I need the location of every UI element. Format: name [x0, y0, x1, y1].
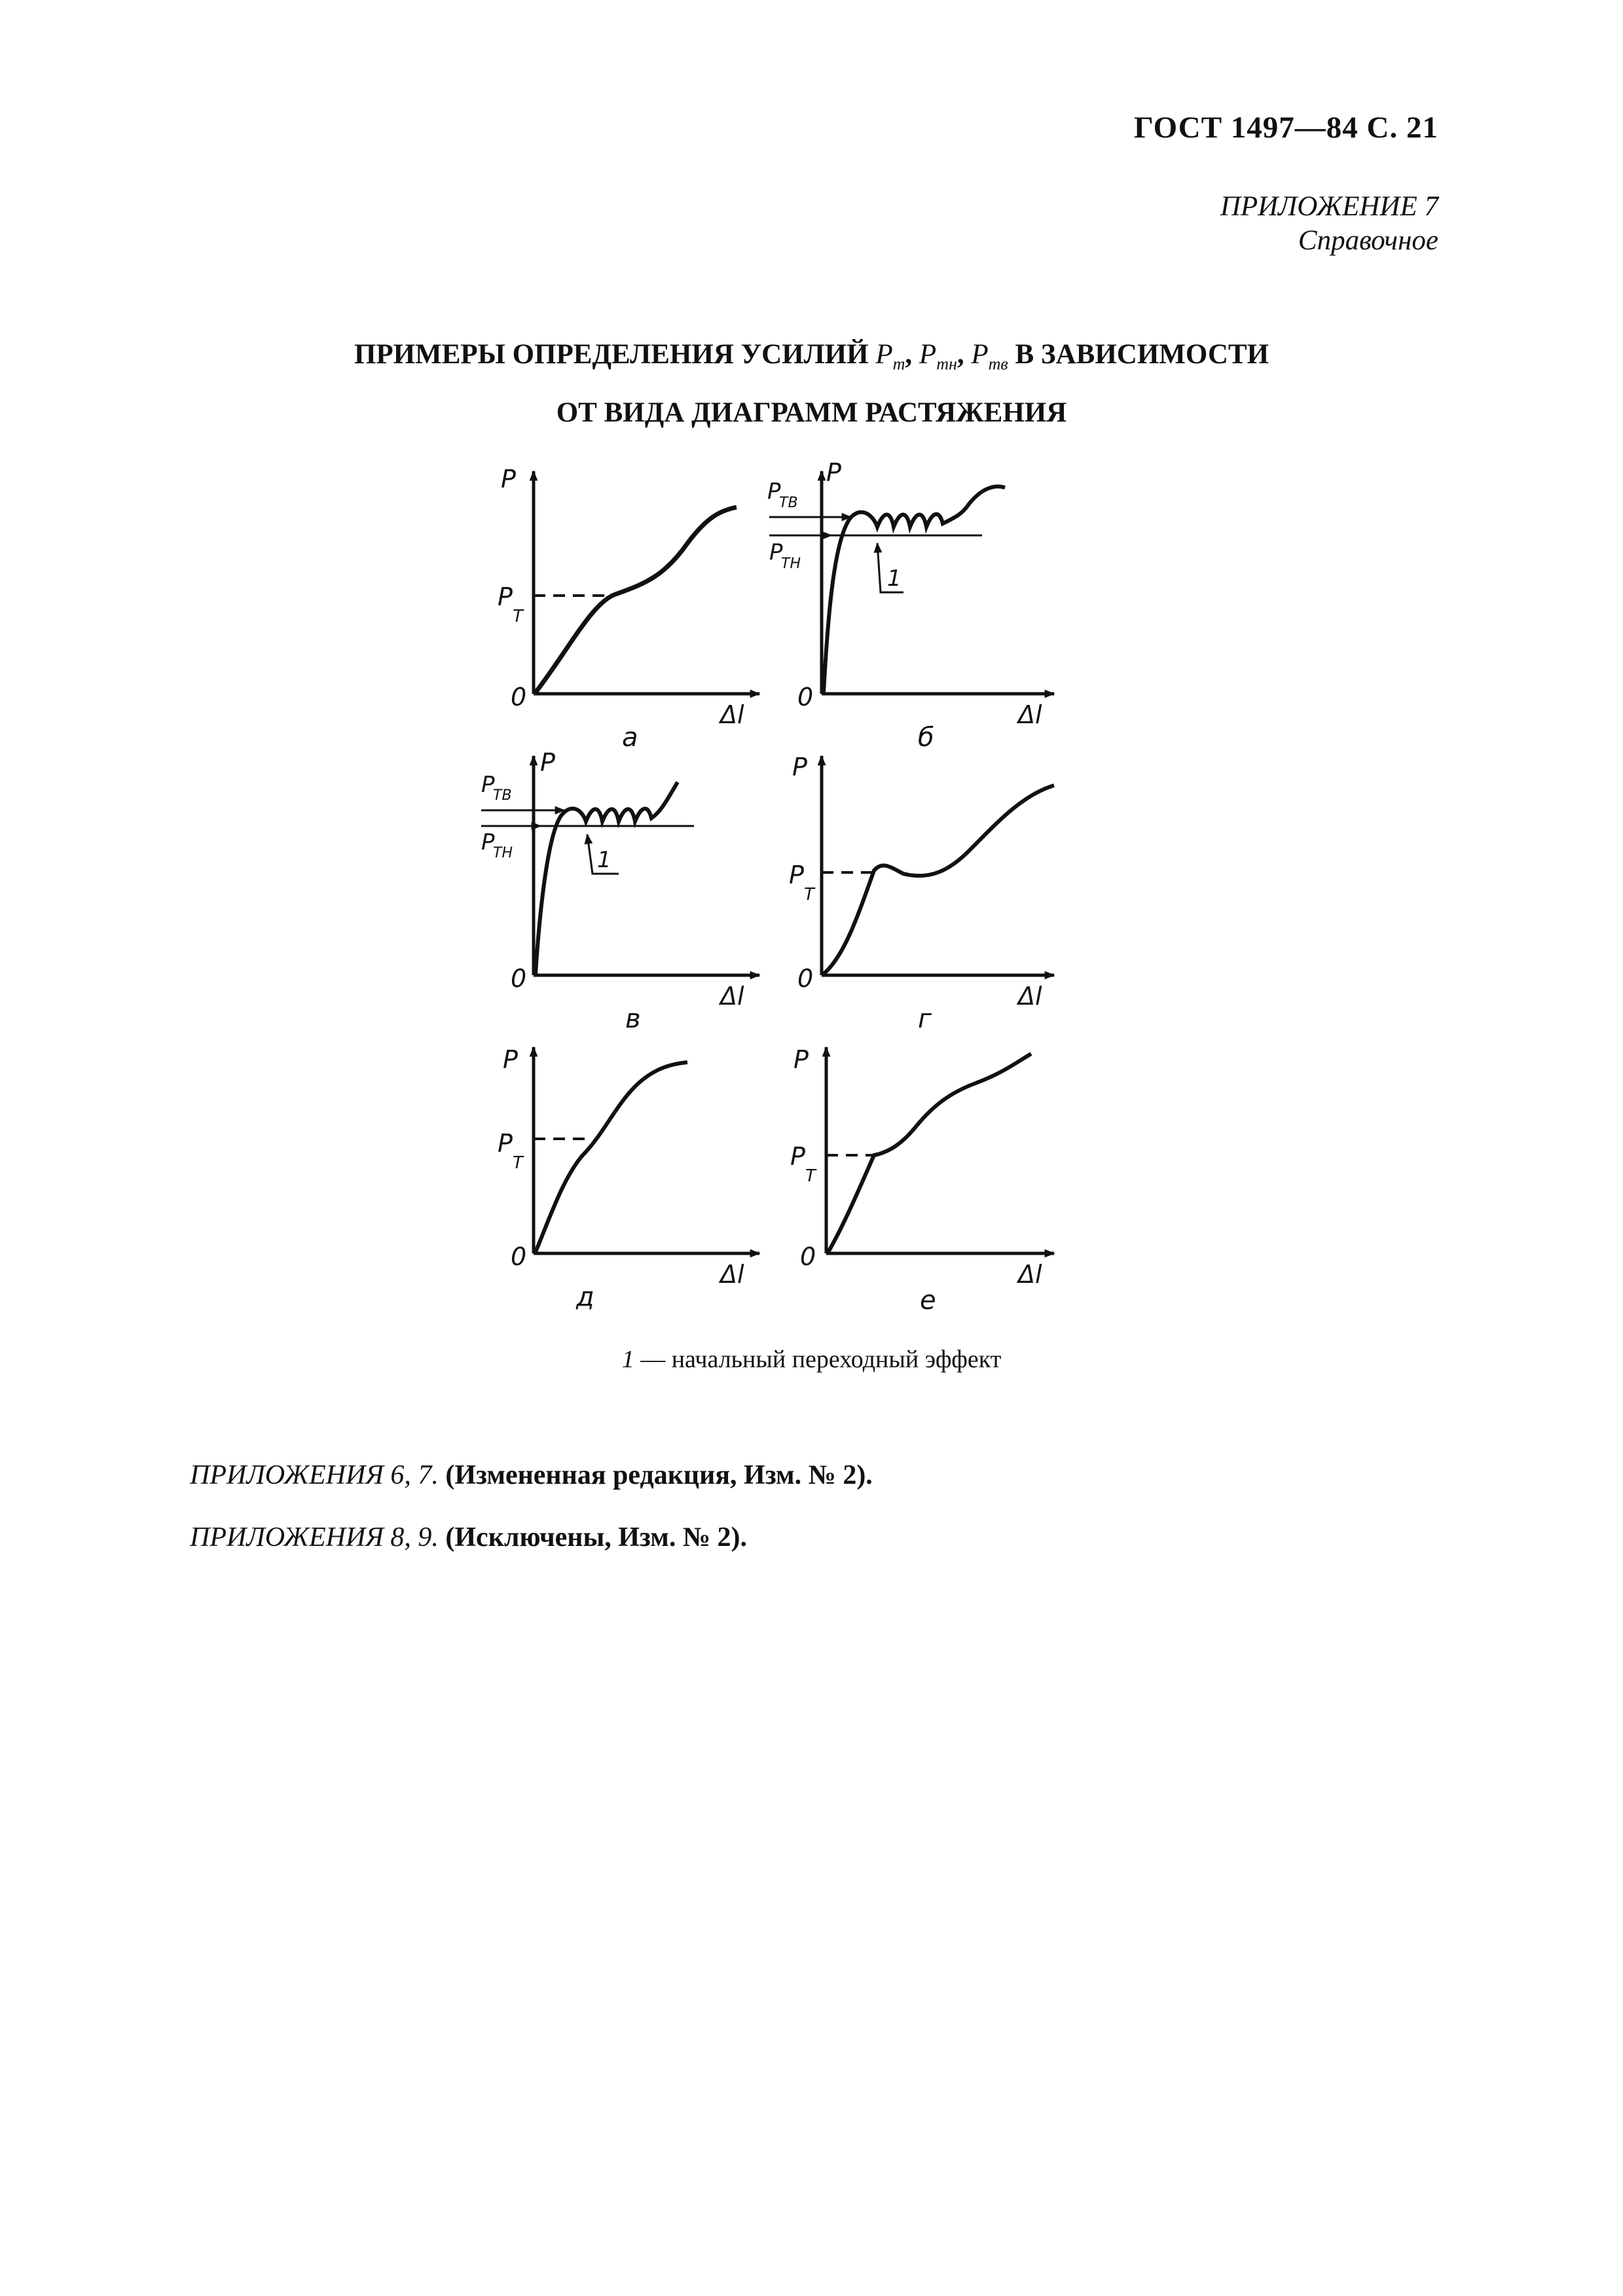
origin-label: 0 — [511, 1242, 527, 1271]
marker-1: 1 — [887, 565, 902, 592]
origin-label: 0 — [797, 683, 814, 711]
marker-1: 1 — [597, 847, 611, 873]
marker-1-leader — [587, 834, 619, 874]
appendix-kind: Справочное — [1298, 225, 1438, 256]
y-axis-label: P — [501, 465, 516, 493]
curve — [536, 507, 737, 692]
y-axis-label: P — [540, 748, 555, 777]
pt-label: P — [790, 1142, 805, 1171]
diagram-g — [789, 753, 1054, 1034]
curve — [824, 785, 1054, 974]
note-1: ПРИЛОЖЕНИЯ 6, 7. (Измененная редакция, Изм. № 2). — [190, 1460, 873, 1490]
ptv-label: P — [767, 478, 781, 505]
ptn-sub: TH — [493, 845, 513, 861]
caption-v: в — [625, 1004, 641, 1034]
pt-sub-label: T — [513, 607, 523, 626]
figure-legend — [0, 1345, 1623, 1374]
pt-sub-label: T — [513, 1153, 523, 1173]
diagram-e — [790, 1045, 1054, 1316]
title-line-2: ОТ ВИДА ДИАГРАММ РАСТЯЖЕНИЯ — [556, 397, 1067, 428]
diagram-d — [498, 1045, 759, 1312]
diagram-b — [767, 458, 1054, 753]
curve — [828, 1054, 1031, 1252]
x-axis-label: Δl — [1018, 982, 1042, 1011]
title-line-1: ПРИМЕРЫ ОПРЕДЕЛЕНИЯ УСИЛИЙ $P_т$, $P_{тн}$, $P_{тв}$ В ЗАВИСИМОСТИ — [354, 339, 1269, 374]
ptv-sub: TB — [779, 495, 798, 511]
x-axis-label: Δl — [720, 1260, 744, 1289]
ptv-label: P — [481, 772, 495, 798]
origin-label: 0 — [511, 683, 527, 711]
caption-b: б — [918, 723, 934, 753]
caption-a: а — [622, 723, 638, 753]
marker-1-leader — [877, 543, 903, 592]
ptv-sub: TB — [493, 787, 512, 804]
origin-label: 0 — [800, 1242, 816, 1271]
diagram-a — [498, 465, 759, 753]
pt-label: P — [498, 1129, 513, 1158]
y-axis-label: P — [826, 458, 841, 487]
caption-g: г — [918, 1004, 932, 1034]
appendix-block — [1220, 190, 1438, 258]
pt-label: P — [498, 583, 513, 611]
legend-text: — начальный переходный эффект — [634, 1346, 1002, 1373]
x-axis-label: Δl — [1018, 700, 1042, 729]
ptn-label: P — [481, 829, 495, 855]
pt-sub-label: T — [804, 885, 814, 905]
y-axis-label: P — [793, 1045, 809, 1074]
curve — [824, 486, 1005, 692]
curve — [536, 1062, 687, 1252]
legend-number: 1 — [621, 1346, 634, 1373]
y-axis-label: P — [792, 753, 807, 781]
note-2: ПРИЛОЖЕНИЯ 8, 9. (Исключены, Изм. № 2). — [190, 1522, 748, 1552]
y-axis-label: P — [503, 1045, 518, 1074]
curve — [536, 782, 678, 974]
ptn-label: P — [769, 539, 783, 565]
origin-label: 0 — [797, 964, 814, 993]
diagram-v — [481, 748, 759, 1034]
appendix-label: ПРИЛОЖЕНИЕ 7 — [1220, 191, 1438, 222]
ptn-sub: TH — [781, 556, 801, 572]
caption-d: д — [576, 1282, 594, 1312]
page-title — [0, 331, 1623, 437]
caption-e: е — [920, 1285, 936, 1316]
x-axis-label: Δl — [720, 700, 744, 729]
document-header: ГОСТ 1497—84 С. 21 — [1133, 111, 1438, 145]
origin-label: 0 — [511, 964, 527, 993]
pt-label: P — [789, 861, 804, 889]
x-axis-label: Δl — [720, 982, 744, 1011]
pt-sub-label: T — [805, 1166, 816, 1186]
x-axis-label: Δl — [1018, 1260, 1042, 1289]
